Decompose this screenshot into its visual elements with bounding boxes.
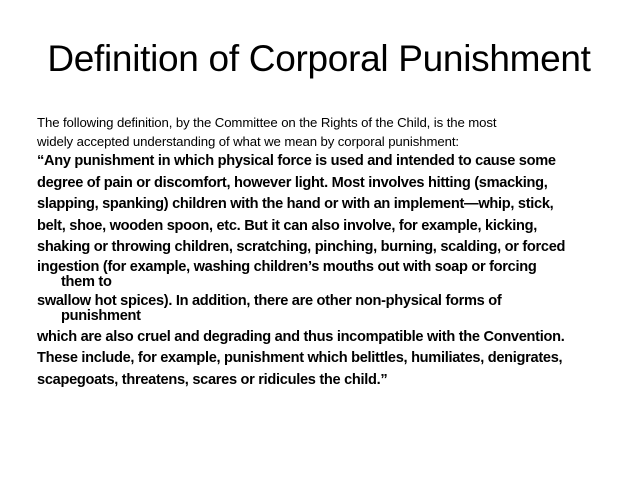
quote-line: scapegoats, threatens, scares or ridicules the child.” xyxy=(37,371,388,388)
quote-line: slapping, spanking) children with the hand or with an implement—whip, stick, xyxy=(37,196,554,212)
quote-line: swallow hot spices). In addition, there are other non-physical forms of xyxy=(37,292,502,309)
intro-line: widely accepted understanding of what we mean by corporal punishment: xyxy=(37,134,459,149)
intro-paragraph xyxy=(37,113,629,151)
intro-line: The following definition, by the Committee on the Rights of the Child, is the most xyxy=(37,115,497,130)
quote-line: These include, for example, punishment which belittles, humiliates, denigrates, xyxy=(37,350,563,366)
slide-title: Definition of Corporal Punishment xyxy=(47,38,591,79)
quote-line: “Any punishment in which physical force is used and intended to cause some xyxy=(37,153,556,169)
quote-line-continuation: punishment xyxy=(61,307,141,324)
slide-body xyxy=(37,113,629,391)
quote-line: degree of pain or discomfort, however light. Most involves hitting (smacking, xyxy=(37,174,548,191)
quote-line: ingestion (for example, washing children’s mouths out with soap or forcing xyxy=(37,258,537,275)
definition-quote xyxy=(37,151,629,391)
quote-line: which are also cruel and degrading and thus incompatible with the Convention. xyxy=(37,328,565,345)
quote-line: belt, shoe, wooden spoon, etc. But it can also involve, for example, kicking, xyxy=(37,217,537,234)
quote-line: shaking or throwing children, scratching, pinching, burning, scalding, or forced xyxy=(37,239,566,255)
quote-line-continuation: them to xyxy=(61,273,112,290)
